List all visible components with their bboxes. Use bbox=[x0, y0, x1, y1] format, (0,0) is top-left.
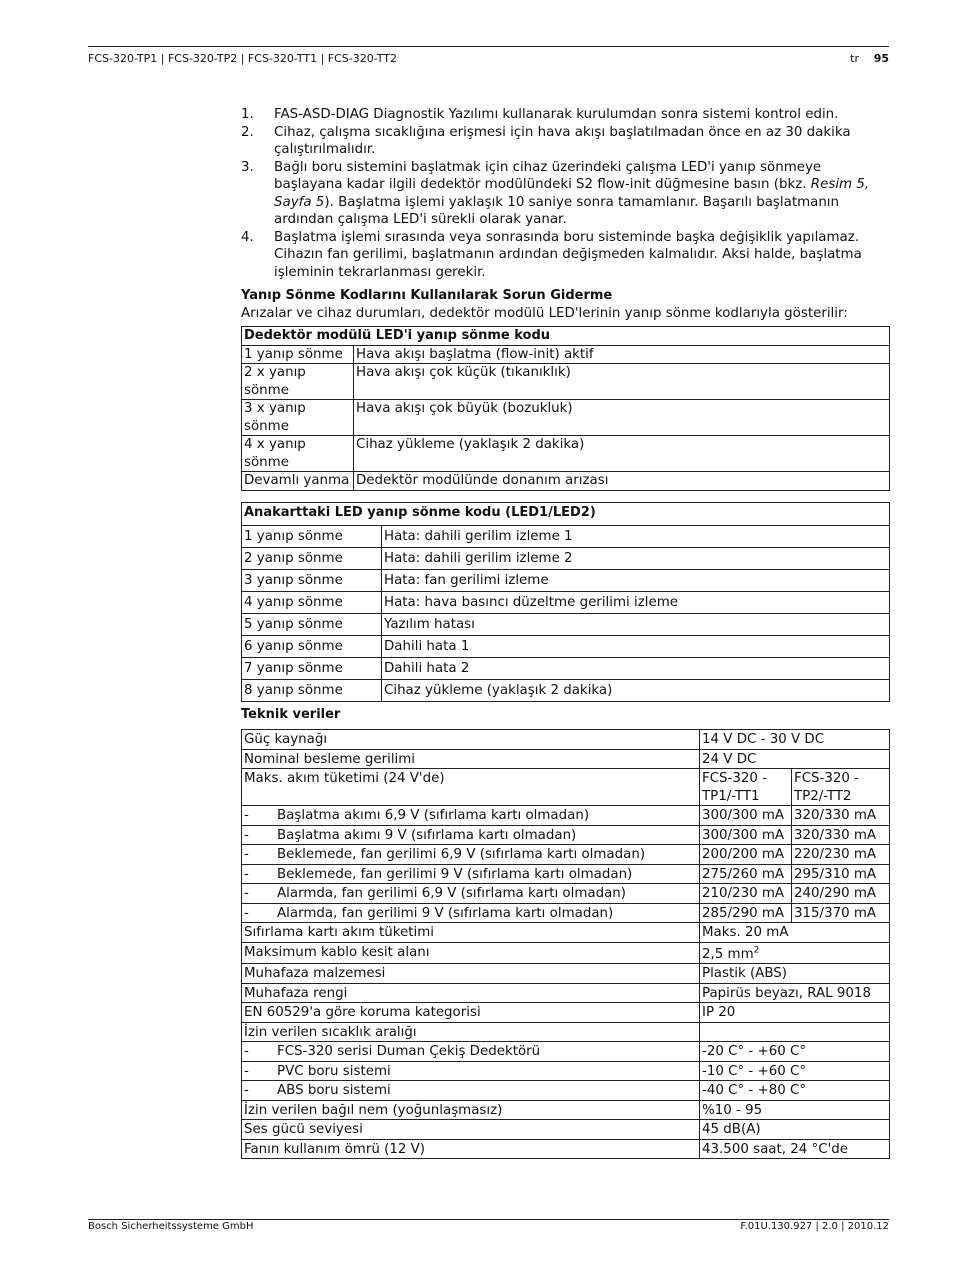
table-row bbox=[242, 1100, 890, 1120]
cell-label: Alarmda, fan gerilimi 9 V (sıfırlama kartı olmadan) bbox=[277, 905, 614, 921]
table-cell: 275/260 mA bbox=[700, 864, 792, 884]
table-cell: Hata: fan gerilimi izleme bbox=[382, 569, 890, 591]
header-products: FCS-320-TP1 | FCS-320-TP2 | FCS-320-TT1 | FCS-320-TT2 bbox=[88, 52, 397, 65]
dash-marker: - bbox=[244, 827, 249, 843]
cell-label: Başlatma akımı 9 V (sıfırlama kartı olmadan) bbox=[277, 827, 577, 843]
dash-marker: - bbox=[244, 886, 249, 901]
table-row bbox=[242, 1042, 890, 1062]
table-cell: EN 60529'a göre koruma kategorisi bbox=[242, 1003, 700, 1023]
table-cell: 315/370 mA bbox=[792, 903, 890, 923]
table-row bbox=[242, 569, 890, 591]
table-cell: Güç kaynağı bbox=[242, 730, 700, 750]
table-cell: Maks. 20 mA bbox=[700, 923, 890, 943]
table-cell: 200/200 mA bbox=[700, 845, 792, 865]
table-row bbox=[242, 884, 890, 904]
table-cell: 3 x yanıp sönme bbox=[242, 400, 354, 436]
table-cell: 5 yanıp sönme bbox=[242, 613, 382, 635]
step-text: FAS-ASD-DIAG Diagnostik Yazılımı kullanarak kurulumdan sonra sistemi kontrol edin. bbox=[274, 107, 839, 122]
table-row bbox=[242, 525, 890, 547]
footer-doc-id: F.01U.130.927 | 2.0 | 2010.12 bbox=[740, 1221, 889, 1232]
table-cell: 3 yanıp sönme bbox=[242, 569, 382, 591]
table-cell: 43.500 saat, 24 °C'de bbox=[700, 1139, 890, 1159]
cell-label: Alarmda, fan gerilimi 6,9 V (sıfırlama kartı olmadan) bbox=[277, 886, 627, 901]
page-number: 95 bbox=[873, 52, 889, 65]
table-cell: 320/330 mA bbox=[792, 825, 890, 845]
cell-label: ABS boru sistemi bbox=[277, 1083, 391, 1098]
table-cell: %10 - 95 bbox=[700, 1100, 890, 1120]
table-row bbox=[242, 591, 890, 613]
table-cell: 4 x yanıp sönme bbox=[242, 436, 354, 472]
steps-list bbox=[241, 106, 890, 281]
table-row bbox=[242, 806, 890, 826]
table-cell: 24 V DC bbox=[700, 749, 890, 769]
table-cell: 300/300 mA bbox=[700, 825, 792, 845]
table-cell: Hata: hava basıncı düzeltme gerilimi izleme bbox=[382, 591, 890, 613]
step-text: Başlatma işlemi sırasında veya sonrasında boru sisteminde başka değişiklik yapılamaz. Cihazın fan gerilimi, başlatmanın ardından değişmeden kalmalıdır. Aksi halde, başlatma işleminin tekrarlanması gerekir. bbox=[274, 229, 862, 280]
table-cell: Hava akışı başlatma (flow-init) aktif bbox=[354, 345, 890, 364]
table-row bbox=[242, 923, 890, 943]
table-cell: Cihaz yükleme (yaklaşık 2 dakika) bbox=[382, 679, 890, 701]
table-row bbox=[242, 730, 890, 750]
table-cell: Hava akışı çok küçük (tıkanıklık) bbox=[354, 364, 890, 400]
table-cell bbox=[242, 864, 700, 884]
cell-label: Beklemede, fan gerilimi 6,9 V (sıfırlama kartı olmadan) bbox=[277, 847, 646, 862]
dash-marker: - bbox=[244, 1063, 249, 1079]
table-cell: Maks. akım tüketimi (24 V'de) bbox=[242, 769, 700, 806]
figure-reference[interactable]: Resim 5, Sayfa 5 bbox=[274, 177, 870, 210]
step-text-cont: ). Başlatma işlemi yaklaşık 10 saniye sonra tamamlanır. Başarılı başlatmanın ardından çalışma LED'i sürekli olarak yanar. bbox=[274, 194, 840, 227]
table-row bbox=[242, 983, 890, 1003]
table-cell bbox=[700, 942, 890, 964]
table-cell: 1 yanıp sönme bbox=[242, 525, 382, 547]
cell-label: Beklemede, fan gerilimi 9 V (sıfırlama kartı olmadan) bbox=[277, 866, 633, 882]
table-cell: İzin verilen sıcaklık aralığı bbox=[242, 1022, 700, 1042]
table-cell: -40 C° - +80 C° bbox=[700, 1081, 890, 1101]
table-cell bbox=[242, 1061, 700, 1081]
footer-company: Bosch Sicherheitssysteme GmbH bbox=[88, 1221, 254, 1232]
table-row bbox=[242, 613, 890, 635]
table-cell: Hata: dahili gerilim izleme 2 bbox=[382, 547, 890, 569]
table-row bbox=[242, 679, 890, 701]
cell-label: PVC boru sistemi bbox=[277, 1063, 391, 1079]
step-text: Bağlı boru sistemini başlatmak için cihaz üzerindeki çalışma LED'i yanıp sönmeye başlayana kadar ilgili dedektör modülündeki S2 flow-init düğmesine basın (bkz. bbox=[274, 159, 822, 192]
table-row bbox=[242, 1139, 890, 1159]
step-number: 4. bbox=[241, 229, 254, 245]
cell-label: Başlatma akımı 6,9 V (sıfırlama kartı olmadan) bbox=[277, 808, 590, 823]
table-row bbox=[242, 942, 890, 964]
mainboard-led-table bbox=[241, 502, 890, 702]
table-cell bbox=[242, 884, 700, 904]
table-cell: Dahili hata 2 bbox=[382, 657, 890, 679]
table-cell: Maksimum kablo kesit alanı bbox=[242, 942, 700, 964]
table-row bbox=[242, 657, 890, 679]
table-cell: Dahili hata 1 bbox=[382, 635, 890, 657]
table-row bbox=[242, 1120, 890, 1140]
step-text: Cihaz, çalışma sıcaklığına erişmesi için hava akışı başlatılmadan önce en az 30 dakika çalıştırılmalıdır. bbox=[274, 124, 851, 157]
dash-marker: - bbox=[244, 808, 249, 823]
mainboard-table-header: Anakarttaki LED yanıp sönme kodu (LED1/LED2) bbox=[242, 502, 890, 525]
table-row bbox=[242, 635, 890, 657]
table-cell bbox=[242, 845, 700, 865]
table-cell: Cihaz yükleme (yaklaşık 2 dakika) bbox=[354, 436, 890, 472]
header-language: tr bbox=[850, 52, 859, 65]
table-cell: Devamlı yanma bbox=[242, 472, 354, 491]
list-item bbox=[241, 124, 890, 159]
table-row bbox=[242, 547, 890, 569]
footer-rule bbox=[88, 1219, 889, 1220]
step-number: 1. bbox=[241, 107, 254, 122]
detector-table-header: Dedektör modülü LED'i yanıp sönme kodu bbox=[242, 327, 890, 346]
table-cell: 8 yanıp sönme bbox=[242, 679, 382, 701]
step-number: 2. bbox=[241, 124, 254, 140]
tech-data-table bbox=[241, 729, 890, 1159]
table-cell bbox=[242, 806, 700, 826]
cable-value: 2,5 mm bbox=[702, 946, 754, 962]
cell-label: FCS-320 serisi Duman Çekiş Dedektörü bbox=[277, 1044, 541, 1059]
table-cell: İzin verilen bağıl nem (yoğunlaşmasız) bbox=[242, 1100, 700, 1120]
dash-marker: - bbox=[244, 1044, 249, 1059]
table-row bbox=[242, 400, 890, 436]
table-row bbox=[242, 364, 890, 400]
step-number: 3. bbox=[241, 159, 254, 175]
table-cell bbox=[242, 1081, 700, 1101]
table-cell: 285/290 mA bbox=[700, 903, 792, 923]
detector-led-table bbox=[241, 326, 890, 491]
table-row bbox=[242, 845, 890, 865]
troubleshoot-intro: Arızalar ve cihaz durumları, dedektör modülü LED'lerinin yanıp sönme kodlarıyla gösterilir: bbox=[241, 305, 848, 321]
table-row bbox=[242, 345, 890, 364]
table-cell: 295/310 mA bbox=[792, 864, 890, 884]
table-cell: 2 x yanıp sönme bbox=[242, 364, 354, 400]
dash-marker: - bbox=[244, 905, 249, 921]
table-cell: 14 V DC - 30 V DC bbox=[700, 730, 890, 750]
table-cell: Fanın kullanım ömrü (12 V) bbox=[242, 1139, 700, 1159]
table-row bbox=[242, 903, 890, 923]
table-cell: 300/300 mA bbox=[700, 806, 792, 826]
table-cell bbox=[242, 825, 700, 845]
page-header bbox=[88, 50, 889, 70]
main-content bbox=[241, 106, 890, 1159]
table-cell: 7 yanıp sönme bbox=[242, 657, 382, 679]
cable-unit-exponent: 2 bbox=[753, 945, 760, 956]
table-cell: -10 C° - +60 C° bbox=[700, 1061, 890, 1081]
table-row bbox=[242, 864, 890, 884]
table-row bbox=[242, 749, 890, 769]
table-row bbox=[242, 964, 890, 984]
table-cell: Papirüs beyazı, RAL 9018 bbox=[700, 983, 890, 1003]
table-cell: Hata: dahili gerilim izleme 1 bbox=[382, 525, 890, 547]
table-cell: 6 yanıp sönme bbox=[242, 635, 382, 657]
dash-marker: - bbox=[244, 1083, 249, 1098]
table-row bbox=[242, 436, 890, 472]
troubleshoot-heading: Yanıp Sönme Kodlarını Kullanılarak Sorun Giderme bbox=[241, 288, 613, 303]
table-cell: Muhafaza rengi bbox=[242, 983, 700, 1003]
table-row bbox=[242, 1081, 890, 1101]
table-cell bbox=[700, 1022, 890, 1042]
table-cell bbox=[242, 903, 700, 923]
table-cell bbox=[242, 1042, 700, 1062]
table-cell: Hava akışı çok büyük (bozukluk) bbox=[354, 400, 890, 436]
table-cell: 1 yanıp sönme bbox=[242, 345, 354, 364]
table-row bbox=[242, 769, 890, 806]
table-cell: 240/290 mA bbox=[792, 884, 890, 904]
table-cell: Ses gücü seviyesi bbox=[242, 1120, 700, 1140]
table-row bbox=[242, 1003, 890, 1023]
table-cell: FCS-320 -TP2/-TT2 bbox=[792, 769, 890, 806]
table-cell: Yazılım hatası bbox=[382, 613, 890, 635]
table-cell: FCS-320 -TP1/-TT1 bbox=[700, 769, 792, 806]
table-row bbox=[242, 1022, 890, 1042]
table-cell: IP 20 bbox=[700, 1003, 890, 1023]
tech-heading: Teknik veriler bbox=[241, 706, 341, 722]
dash-marker: - bbox=[244, 847, 249, 862]
table-row bbox=[242, 1061, 890, 1081]
table-cell: 4 yanıp sönme bbox=[242, 591, 382, 613]
list-item bbox=[241, 229, 890, 282]
table-row bbox=[242, 825, 890, 845]
table-cell: 45 dB(A) bbox=[700, 1120, 890, 1140]
table-cell: Nominal besleme gerilimi bbox=[242, 749, 700, 769]
table-cell: 220/230 mA bbox=[792, 845, 890, 865]
list-item bbox=[241, 159, 890, 229]
table-cell: Sıfırlama kartı akım tüketimi bbox=[242, 923, 700, 943]
table-cell: 210/230 mA bbox=[700, 884, 792, 904]
table-cell: 2 yanıp sönme bbox=[242, 547, 382, 569]
table-cell: Dedektör modülünde donanım arızası bbox=[354, 472, 890, 491]
header-rule bbox=[88, 46, 889, 47]
table-cell: Plastik (ABS) bbox=[700, 964, 890, 984]
table-row bbox=[242, 472, 890, 491]
list-item bbox=[241, 106, 890, 124]
dash-marker: - bbox=[244, 866, 249, 882]
table-cell: -20 C° - +60 C° bbox=[700, 1042, 890, 1062]
table-cell: 320/330 mA bbox=[792, 806, 890, 826]
table-cell: Muhafaza malzemesi bbox=[242, 964, 700, 984]
